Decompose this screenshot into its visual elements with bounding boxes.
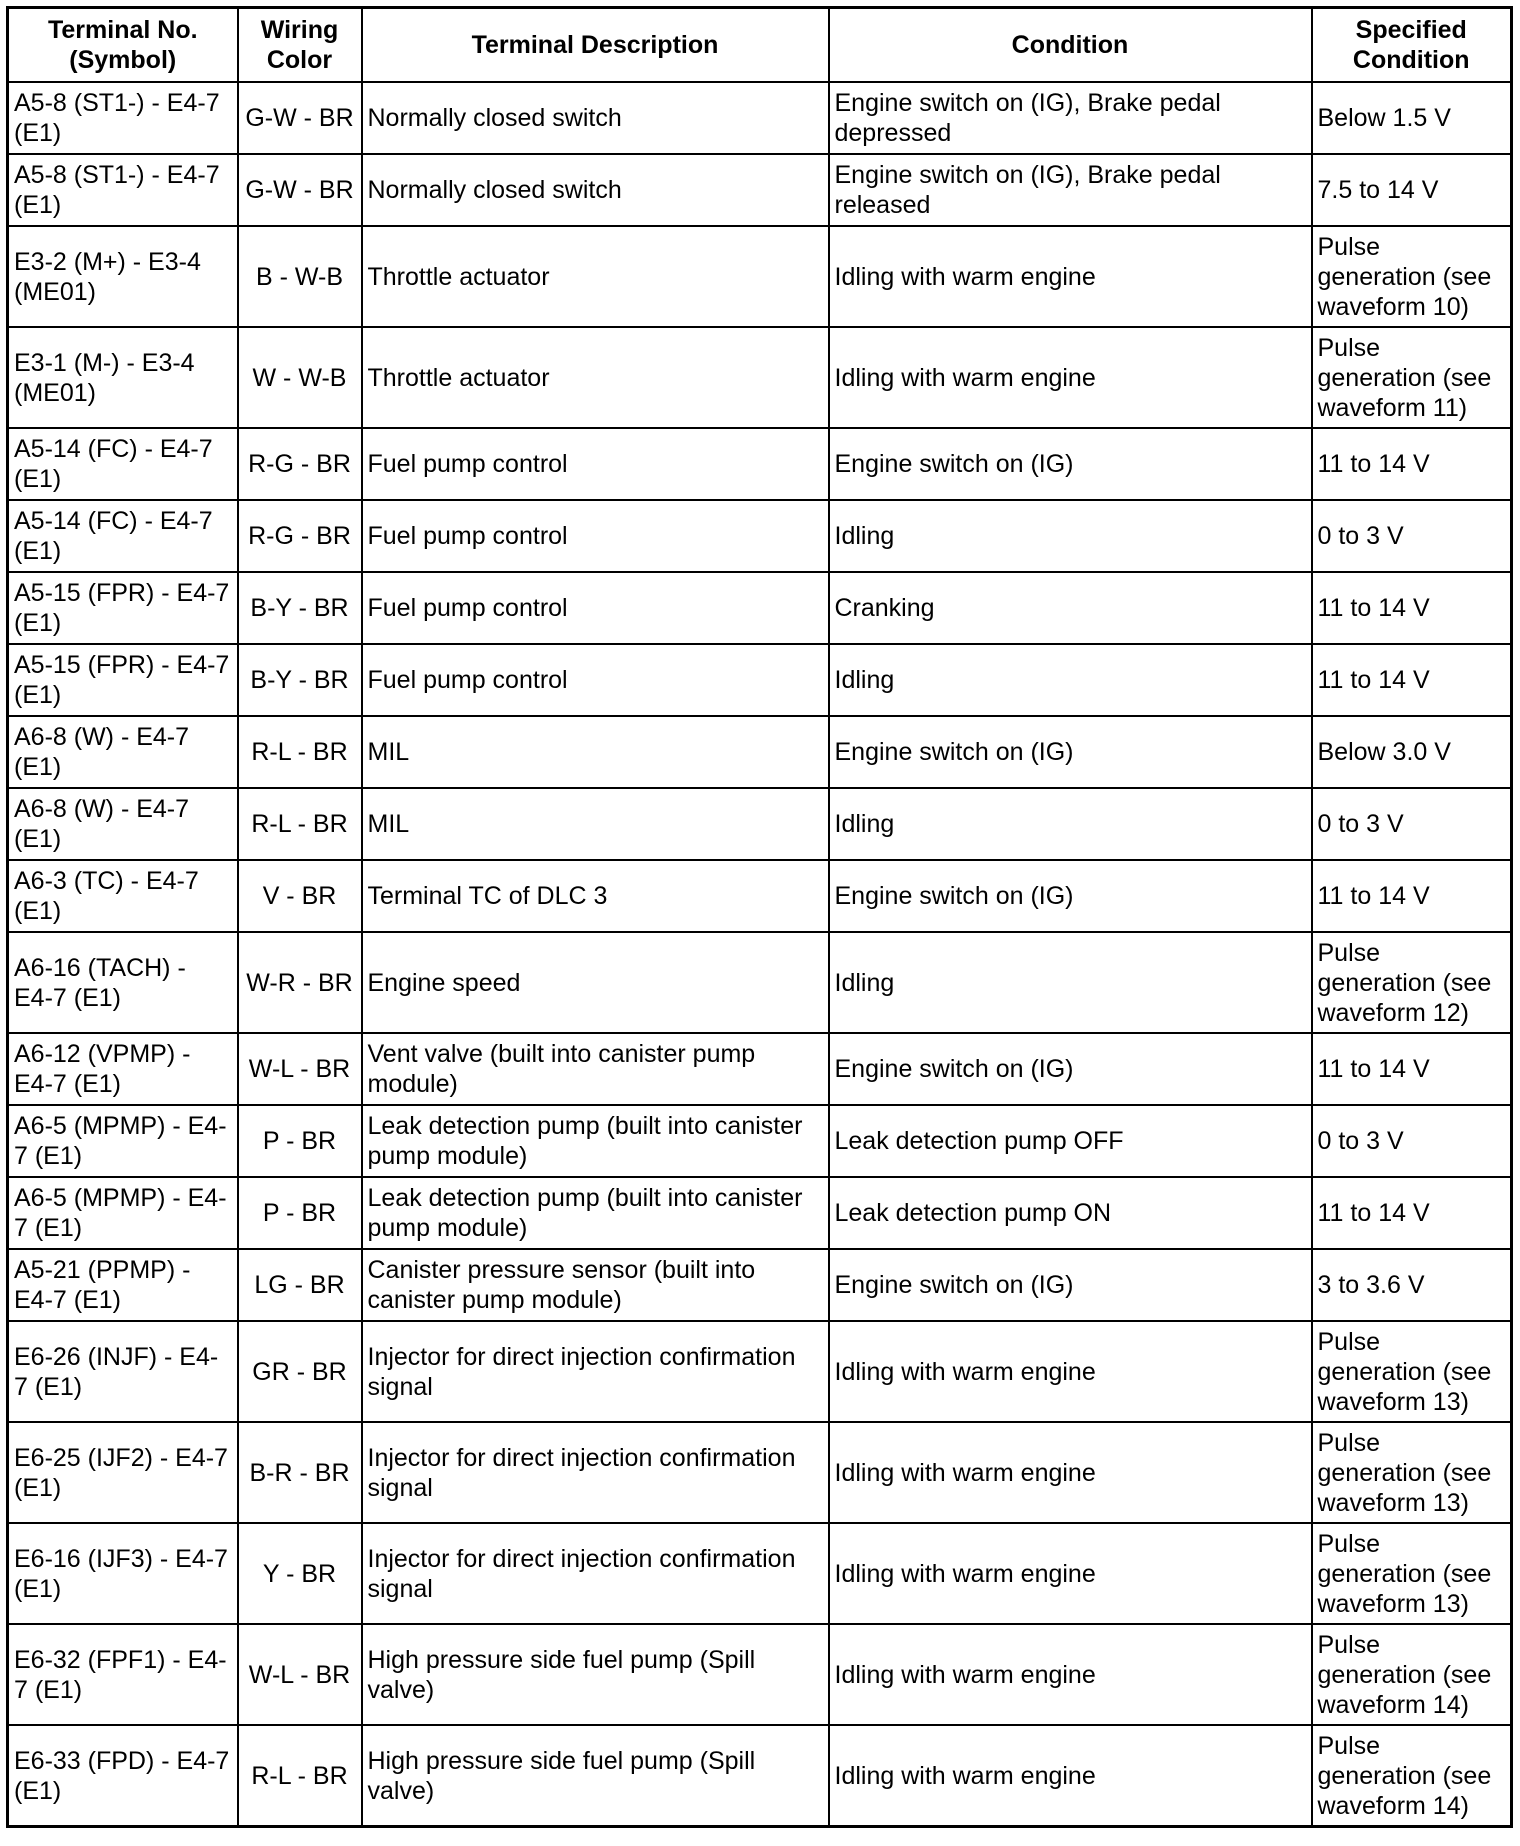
- table-row: [8, 1249, 1512, 1321]
- cell-wiring-color: R-L - BR: [238, 1725, 362, 1827]
- cell-description: Normally closed switch: [362, 154, 829, 226]
- cell-condition: Idling: [829, 932, 1312, 1033]
- cell-description: Engine speed: [362, 932, 829, 1033]
- cell-condition: Idling with warm engine: [829, 327, 1312, 428]
- cell-terminal: A6-3 (TC) - E4-7 (E1): [8, 860, 238, 932]
- cell-terminal: E6-26 (INJF) - E4-7 (E1): [8, 1321, 238, 1422]
- cell-condition: Idling with warm engine: [829, 1422, 1312, 1523]
- cell-specified-condition: 0 to 3 V: [1312, 788, 1512, 860]
- cell-terminal: A5-15 (FPR) - E4-7 (E1): [8, 572, 238, 644]
- table-row: [8, 716, 1512, 788]
- cell-description: Terminal TC of DLC 3: [362, 860, 829, 932]
- cell-condition: Cranking: [829, 572, 1312, 644]
- header-terminal-description: Terminal Description: [362, 8, 829, 83]
- table-row: [8, 1624, 1512, 1725]
- table-row: [8, 1321, 1512, 1422]
- cell-wiring-color: LG - BR: [238, 1249, 362, 1321]
- cell-terminal: A6-16 (TACH) - E4-7 (E1): [8, 932, 238, 1033]
- header-terminal: Terminal No. (Symbol): [8, 8, 238, 83]
- cell-specified-condition: 11 to 14 V: [1312, 644, 1512, 716]
- cell-description: Normally closed switch: [362, 82, 829, 154]
- cell-specified-condition: 11 to 14 V: [1312, 572, 1512, 644]
- cell-specified-condition: 0 to 3 V: [1312, 500, 1512, 572]
- cell-description: Vent valve (built into canister pump module): [362, 1033, 829, 1105]
- cell-specified-condition: Below 3.0 V: [1312, 716, 1512, 788]
- cell-description: Fuel pump control: [362, 500, 829, 572]
- cell-description: Throttle actuator: [362, 226, 829, 327]
- cell-wiring-color: B-R - BR: [238, 1422, 362, 1523]
- cell-wiring-color: W-L - BR: [238, 1033, 362, 1105]
- cell-wiring-color: R-G - BR: [238, 428, 362, 500]
- cell-description: Fuel pump control: [362, 644, 829, 716]
- cell-specified-condition: 11 to 14 V: [1312, 860, 1512, 932]
- cell-terminal: A6-12 (VPMP) - E4-7 (E1): [8, 1033, 238, 1105]
- cell-terminal: E6-16 (IJF3) - E4-7 (E1): [8, 1523, 238, 1624]
- table-row: [8, 1523, 1512, 1624]
- cell-wiring-color: GR - BR: [238, 1321, 362, 1422]
- cell-terminal: A5-14 (FC) - E4-7 (E1): [8, 428, 238, 500]
- table-row: [8, 1725, 1512, 1827]
- cell-terminal: A5-14 (FC) - E4-7 (E1): [8, 500, 238, 572]
- cell-specified-condition: 11 to 14 V: [1312, 1177, 1512, 1249]
- cell-condition: Idling with warm engine: [829, 1725, 1312, 1827]
- cell-terminal: E6-33 (FPD) - E4-7 (E1): [8, 1725, 238, 1827]
- cell-wiring-color: G-W - BR: [238, 82, 362, 154]
- cell-wiring-color: R-G - BR: [238, 500, 362, 572]
- cell-wiring-color: W - W-B: [238, 327, 362, 428]
- cell-specified-condition: 7.5 to 14 V: [1312, 154, 1512, 226]
- cell-terminal: A5-21 (PPMP) - E4-7 (E1): [8, 1249, 238, 1321]
- header-wiring-color: Wiring Color: [238, 8, 362, 83]
- cell-wiring-color: B-Y - BR: [238, 572, 362, 644]
- cell-description: High pressure side fuel pump (Spill valve): [362, 1624, 829, 1725]
- cell-description: MIL: [362, 716, 829, 788]
- cell-terminal: A6-5 (MPMP) - E4-7 (E1): [8, 1177, 238, 1249]
- cell-condition: Engine switch on (IG): [829, 716, 1312, 788]
- cell-terminal: E6-25 (IJF2) - E4-7 (E1): [8, 1422, 238, 1523]
- cell-specified-condition: 11 to 14 V: [1312, 428, 1512, 500]
- cell-condition: Leak detection pump OFF: [829, 1105, 1312, 1177]
- cell-terminal: A6-8 (W) - E4-7 (E1): [8, 788, 238, 860]
- cell-specified-condition: Pulse generation (see waveform 14): [1312, 1725, 1512, 1827]
- table-row: [8, 154, 1512, 226]
- table-row: [8, 82, 1512, 154]
- table-row: [8, 644, 1512, 716]
- cell-specified-condition: 3 to 3.6 V: [1312, 1249, 1512, 1321]
- cell-condition: Engine switch on (IG), Brake pedal released: [829, 154, 1312, 226]
- cell-description: High pressure side fuel pump (Spill valve): [362, 1725, 829, 1827]
- cell-terminal: A5-8 (ST1-) - E4-7 (E1): [8, 154, 238, 226]
- cell-wiring-color: W-R - BR: [238, 932, 362, 1033]
- table-header: [8, 8, 1512, 83]
- table-row: [8, 226, 1512, 327]
- cell-condition: Idling with warm engine: [829, 1523, 1312, 1624]
- cell-specified-condition: Pulse generation (see waveform 12): [1312, 932, 1512, 1033]
- cell-condition: Idling with warm engine: [829, 1321, 1312, 1422]
- header-row: [8, 8, 1512, 83]
- cell-wiring-color: V - BR: [238, 860, 362, 932]
- cell-condition: Idling with warm engine: [829, 226, 1312, 327]
- cell-wiring-color: B-Y - BR: [238, 644, 362, 716]
- cell-condition: Engine switch on (IG), Brake pedal depressed: [829, 82, 1312, 154]
- cell-wiring-color: W-L - BR: [238, 1624, 362, 1725]
- table-body: [8, 82, 1512, 1827]
- cell-wiring-color: P - BR: [238, 1177, 362, 1249]
- cell-condition: Leak detection pump ON: [829, 1177, 1312, 1249]
- cell-condition: Idling with warm engine: [829, 1624, 1312, 1725]
- cell-description: Fuel pump control: [362, 572, 829, 644]
- cell-description: Fuel pump control: [362, 428, 829, 500]
- table-row: [8, 428, 1512, 500]
- cell-description: Throttle actuator: [362, 327, 829, 428]
- cell-terminal: A5-15 (FPR) - E4-7 (E1): [8, 644, 238, 716]
- header-specified-condition: Specified Condition: [1312, 8, 1512, 83]
- cell-description: Canister pressure sensor (built into canister pump module): [362, 1249, 829, 1321]
- cell-specified-condition: Pulse generation (see waveform 13): [1312, 1321, 1512, 1422]
- cell-specified-condition: Pulse generation (see waveform 13): [1312, 1422, 1512, 1523]
- terminal-spec-sheet: [6, 6, 1510, 1828]
- cell-terminal: E6-32 (FPF1) - E4-7 (E1): [8, 1624, 238, 1725]
- table-row: [8, 788, 1512, 860]
- cell-terminal: A5-8 (ST1-) - E4-7 (E1): [8, 82, 238, 154]
- cell-condition: Engine switch on (IG): [829, 428, 1312, 500]
- cell-description: Leak detection pump (built into canister pump module): [362, 1105, 829, 1177]
- header-condition: Condition: [829, 8, 1312, 83]
- table-row: [8, 572, 1512, 644]
- cell-wiring-color: Y - BR: [238, 1523, 362, 1624]
- cell-description: Injector for direct injection confirmation signal: [362, 1422, 829, 1523]
- cell-wiring-color: R-L - BR: [238, 716, 362, 788]
- table-row: [8, 500, 1512, 572]
- cell-condition: Engine switch on (IG): [829, 1033, 1312, 1105]
- cell-specified-condition: Below 1.5 V: [1312, 82, 1512, 154]
- table-row: [8, 932, 1512, 1033]
- cell-wiring-color: R-L - BR: [238, 788, 362, 860]
- cell-specified-condition: Pulse generation (see waveform 10): [1312, 226, 1512, 327]
- cell-wiring-color: P - BR: [238, 1105, 362, 1177]
- table-row: [8, 1033, 1512, 1105]
- table-row: [8, 327, 1512, 428]
- cell-terminal: E3-2 (M+) - E3-4 (ME01): [8, 226, 238, 327]
- cell-terminal: E3-1 (M-) - E3-4 (ME01): [8, 327, 238, 428]
- cell-condition: Engine switch on (IG): [829, 1249, 1312, 1321]
- cell-condition: Engine switch on (IG): [829, 860, 1312, 932]
- cell-condition: Idling: [829, 644, 1312, 716]
- cell-specified-condition: 0 to 3 V: [1312, 1105, 1512, 1177]
- cell-specified-condition: 11 to 14 V: [1312, 1033, 1512, 1105]
- cell-description: MIL: [362, 788, 829, 860]
- table-row: [8, 1422, 1512, 1523]
- cell-wiring-color: G-W - BR: [238, 154, 362, 226]
- cell-wiring-color: B - W-B: [238, 226, 362, 327]
- cell-specified-condition: Pulse generation (see waveform 14): [1312, 1624, 1512, 1725]
- cell-description: Injector for direct injection confirmation signal: [362, 1523, 829, 1624]
- table-row: [8, 1105, 1512, 1177]
- cell-specified-condition: Pulse generation (see waveform 13): [1312, 1523, 1512, 1624]
- cell-condition: Idling: [829, 788, 1312, 860]
- table-row: [8, 1177, 1512, 1249]
- cell-terminal: A6-5 (MPMP) - E4-7 (E1): [8, 1105, 238, 1177]
- cell-condition: Idling: [829, 500, 1312, 572]
- cell-description: Injector for direct injection confirmation signal: [362, 1321, 829, 1422]
- cell-specified-condition: Pulse generation (see waveform 11): [1312, 327, 1512, 428]
- cell-terminal: A6-8 (W) - E4-7 (E1): [8, 716, 238, 788]
- terminal-table: [6, 6, 1513, 1828]
- cell-description: Leak detection pump (built into canister pump module): [362, 1177, 829, 1249]
- table-row: [8, 860, 1512, 932]
